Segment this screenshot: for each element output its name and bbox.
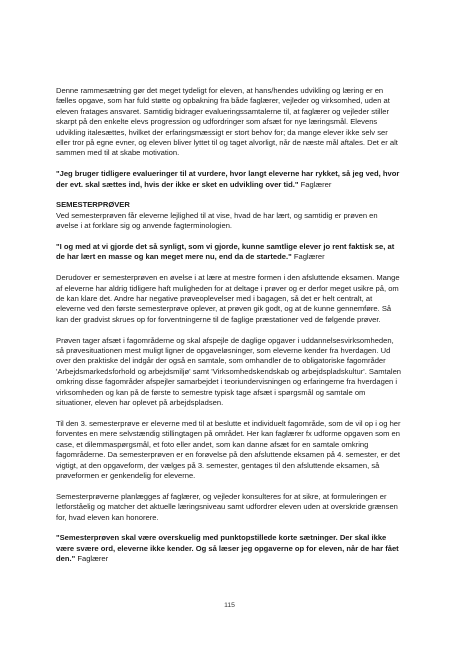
paragraph-planning: Semesterprøverne planlægges af faglærer, og vejleder konsulteres for at sikre, at formuleringen er letforståelig og matcher det aktuelle læringsniveau samt udfordrer eleven uden at overskride grænsen for, hvad eleven kan honorere. — [56, 491, 398, 522]
page-content — [56, 86, 402, 575]
paragraph-intro: Denne rammesætning gør det meget tydeligt for eleven, at hans/hendes udvikling og læring er en fælles opgave, som har fuld støtte og opbakning fra både faglærer, vejleder og virksomhed, uden at eleven fratages ansvaret. Samtidig bidrager evalueringssamtalerne til, at faglærer og vejleder stiller skarpt på den enkelte elevs progression og udfordringer som afsæt for nye læringsmål. Elevens udvikling italesættes, hvilket der erfaringsmæssigt er stort behov for; da mange elever ikke selv ser eller tror på egne evner, og eleven bliver lyttet til og taget alvorligt, når de næste mål aftales. Det er alt sammen med til at skabe motivation. — [56, 86, 398, 158]
section-heading: SEMESTERPRØVER — [56, 200, 130, 210]
quote-evaluations — [56, 169, 402, 190]
quote-visible-learning — [56, 242, 402, 263]
quote-attribution: Faglærer — [298, 179, 332, 189]
quote-text: "Jeg bruger tidligere evalueringer til at vurdere, hvor langt eleverne har rykket, så jeg ved, hvor der evt. skal sættes ind, hvis der ikke er sket en udvikling over tid." — [56, 169, 400, 189]
page-number: 115 — [224, 602, 235, 609]
paragraph-exam-practice: Derudover er semesterprøven en øvelse i at lære at mestre formen i den afsluttende eksamen. Mange af eleverne har aldrig tidligere haft muligheden for at deltage i prøver og er derfor meget usikre på, om de kan klare det. Andre har negative prøveoplevelser med i bagagen, så det er helt centralt, at eleverne ved den første semesterprøve oplever, at prøven gik godt, og at de kunne gennemføre. Så kan der gradvist skrues op for forventningerne til de faglige præstationer ved de følgende prøver. — [56, 273, 400, 324]
paragraph-exam-form: Prøven tager afsæt i fagområderne og skal afspejle de daglige opgaver i uddannelsesvirksomheden, så prøvesituationen mest muligt ligner de opgaveløsninger, som eleverne kender fra hverdagen. Ud over den praktiske del indgår der også en samtale, som omhandler de to obligatoriske fagområder 'Arbejdsmarkedsforhold og arbejdsmiljø' samt 'Virksomhedskendskab og arbejdspladskultur'. Samtalen omkring disse fagområder afspejler samarbejdet i teoriundervisningen og erfaringerne fra hverdagen i virksomheden og kan på de første to semestre typisk tage afsæt i spørgsmål og samtale om situationer, eleven har oplevet på arbejdspladsen. — [56, 335, 402, 408]
quote-text: "Semesterprøven skal være overskuelig med punktopstillede korte sætninger. Der skal ikke være svære ord, eleverne ikke kender. Og så læser jeg opgaverne op for eleven, når de har fået den." — [56, 533, 399, 564]
quote-clear-exam — [56, 533, 402, 564]
quote-text: "I og med at vi gjorde det så synligt, som vi gjorde, kunne samtlige elever jo rent faktisk se, at de har lært en masse og kan meget mere nu, end da de startede." — [56, 242, 395, 262]
paragraph-semester-intro: Ved semesterprøven får eleverne lejlighed til at vise, hvad de har lært, og samtidig er prøven en øvelse i at forklare sig og anvende fagterminologien. — [56, 210, 378, 231]
quote-attribution: Faglærer — [75, 554, 109, 564]
quote-attribution: Faglærer — [291, 252, 325, 262]
paragraph-third-semester: Til den 3. semesterprøve er eleverne med til at beslutte et individuelt fagområde, som de vil op i og her forventes en mere selvstændig stillingtagen på området. Her kan faglærer fx udforme opgaven som en case, et dilemmaspørgsmål, et foto eller andet, som kan danne afsæt for en samtale omkring fagområderne. Da semesterprøven er en forøvelse på den afsluttende eksamen på 4. semester, er det vigtigt, at den opgaveform, der vælges på 3. semester, gentages til den afsluttende eksamen, så prøveformen er genkendelig for eleverne. — [56, 418, 401, 480]
